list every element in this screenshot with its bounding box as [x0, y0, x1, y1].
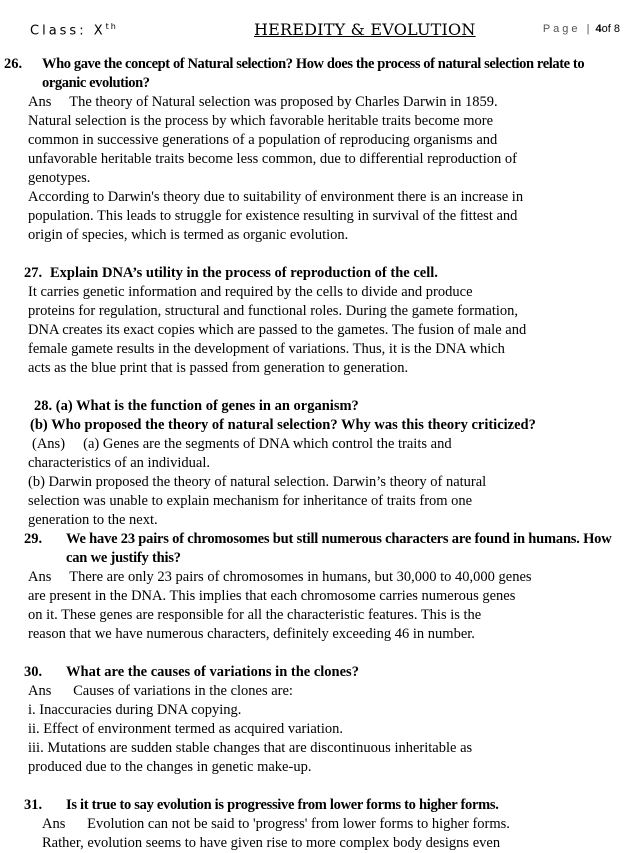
question-26 [4, 55, 614, 93]
question-30 [24, 663, 614, 682]
question-number: 26. [4, 56, 23, 72]
question-text: (b) Who proposed the theory of natural selection? Why was this theory criticized? [30, 417, 536, 433]
answer-line: generation to the next. [28, 512, 158, 528]
answer-26 [24, 93, 614, 245]
answer-line: Natural selection is the process by which favorable heritable traits become more [28, 113, 494, 129]
question-text: Who gave the concept of Natural selection? How does the process of natural selection relate to organic evolution? [42, 56, 585, 91]
class-label [30, 22, 118, 38]
answer-line: Ans The theory of Natural selection was proposed by Charles Darwin in 1859. [28, 94, 498, 110]
class-label-sup: th [105, 22, 118, 31]
question-text: What are the causes of variations in the clones? [66, 664, 359, 680]
class-label-text: Class: X [30, 23, 106, 39]
answer-line: It carries genetic information and required by the cells to divide and produce [28, 284, 473, 300]
answer-line: ii. Effect of environment termed as acquired variation. [28, 721, 343, 737]
question-text: Explain DNA’s utility in the process of reproduction of the cell. [50, 265, 438, 281]
answer-line: acts as the blue print that is passed from generation to generation. [28, 360, 409, 376]
answer-line: Ans There are only 23 pairs of chromosomes in humans, but 30,000 to 40,000 genes [28, 569, 532, 585]
question-number: 31. [24, 797, 43, 813]
answer-line: (Ans) (a) Genes are the segments of DNA which control the traits and [32, 436, 452, 452]
answer-line: characteristics of an individual. [28, 455, 210, 471]
question-29 [24, 530, 614, 568]
question-text: We have 23 pairs of chromosomes but still numerous characters are found in humans. How can we justify this? [66, 531, 612, 566]
answer-line: produced due to the changes in genetic make-up. [28, 759, 312, 775]
page-label: Page | [542, 23, 593, 35]
document-body [4, 55, 614, 853]
answer-line: origin of species, which is termed as organic evolution. [28, 227, 349, 243]
page-title: HEREDITY & EVOLUTION [254, 20, 476, 39]
answer-line: i. Inaccuracies during DNA copying. [28, 702, 242, 718]
answer-30 [24, 682, 614, 777]
answer-line: According to Darwin's theory due to suitability of environment there is an increase in [28, 189, 524, 205]
question-text: Is it true to say evolution is progressive from lower forms to higher forms. [66, 797, 499, 813]
question-number: 30. [24, 664, 43, 680]
question-27 [24, 264, 614, 283]
answer-line: are present in the DNA. This implies that each chromosome carries numerous genes [28, 588, 516, 604]
question-31 [24, 796, 614, 815]
page-number [543, 23, 620, 35]
answer-line: DNA creates its exact copies which are passed to the gametes. The fusion of male and [28, 322, 527, 338]
answer-line: Rather, evolution seems to have given rise to more complex body designs even [42, 835, 501, 851]
answer-line: unfavorable heritable traits become less common, due to differential reproduction of [28, 151, 517, 167]
question-28a [24, 397, 614, 416]
page-header [30, 18, 620, 42]
question-number: 29. [24, 531, 43, 547]
answer-line: common in successive generations of a population of reproducing organisms and [28, 132, 498, 148]
answer-28 [24, 435, 614, 530]
answer-line: population. This leads to struggle for existence resulting in survival of the fittest and [28, 208, 518, 224]
answer-line: proteins for regulation, structural and functional roles. During the gamete formation, [28, 303, 519, 319]
answer-line: Ans Causes of variations in the clones are: [28, 683, 293, 699]
answer-line: genotypes. [28, 170, 91, 186]
answer-line: selection was unable to explain mechanism for inheritance of traits from one [28, 493, 473, 509]
answer-29 [24, 568, 614, 644]
answer-line: on it. These genes are responsible for all the characteristic features. This is the [28, 607, 482, 623]
question-number: 27. [24, 265, 43, 281]
answer-line: (b) Darwin proposed the theory of natural selection. Darwin’s theory of natural [28, 474, 487, 490]
page-current: 4 [595, 23, 602, 35]
answer-line: female gamete results in the development of variations. Thus, it is the DNA which [28, 341, 505, 357]
question-28b [24, 416, 614, 435]
answer-line: iii. Mutations are sudden stable changes that are discontinuous inheritable as [28, 740, 473, 756]
answer-line: Ans Evolution can not be said to 'progress' from lower forms to higher forms. [42, 816, 510, 832]
answer-31 [24, 815, 614, 853]
answer-line: reason that we have numerous characters, definitely exceeding 46 in number. [28, 626, 475, 642]
question-text: 28. (a) What is the function of genes in an organism? [34, 398, 359, 414]
page-of: of 8 [601, 23, 620, 35]
answer-27 [24, 283, 614, 378]
